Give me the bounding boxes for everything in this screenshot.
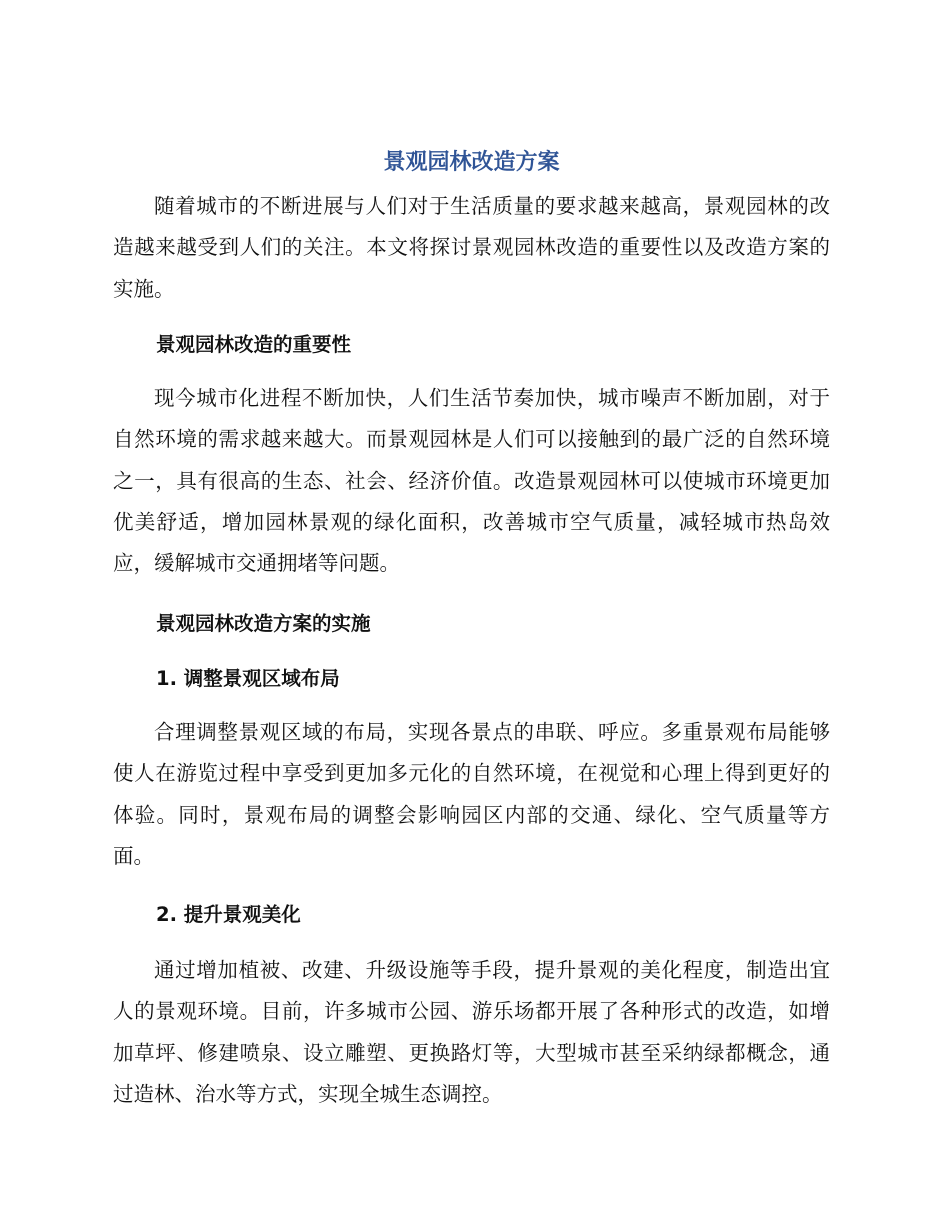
section-heading-importance: 景观园林改造的重要性 <box>156 333 352 356</box>
importance-paragraph: 现今城市化进程不断加快，人们生活节奏加快，城市噪声不断加剧，对于自然环境的需求越来越大。而景观园林是人们可以接触到的最广泛的自然环境之一，具有很高的生态、社会、经济价值。改造景观园林可以使城市环境更加优美舒适，增加园林景观的绿化面积，改善城市空气质量，减轻城市热岛效应，缓解城市交通拥堵等问题。 <box>113 386 830 576</box>
layout-adjustment-paragraph: 合理调整景观区域的布局，实现各景点的串联、呼应。多重景观布局能够使人在游览过程中享受到更加多元化的自然环境，在视觉和心理上得到更好的体验。同时，景观布局的调整会影响园区内部的交通、绿化、空气质量等方面。 <box>113 720 830 868</box>
subheading-layout-adjustment: 1. 调整景观区域布局 <box>156 667 340 690</box>
subheading-beautification: 2. 提升景观美化 <box>156 903 301 926</box>
intro-paragraph: 随着城市的不断进展与人们对于生活质量的要求越来越高，景观园林的改造越来越受到人们的关注。本文将探讨景观园林改造的重要性以及改造方案的实施。 <box>113 194 830 301</box>
document-title: 景观园林改造方案 <box>383 150 560 175</box>
section-heading-implementation: 景观园林改造方案的实施 <box>156 612 371 635</box>
beautification-paragraph: 通过增加植被、改建、升级设施等手段，提升景观的美化程度，制造出宜人的景观环境。目前，许多城市公园、游乐场都开展了各种形式的改造，如增加草坪、修建喷泉、设立雕塑、更换路灯等，大型城市甚至采纳绿都概念，通过造林、治水等方式，实现全城生态调控。 <box>113 958 830 1106</box>
